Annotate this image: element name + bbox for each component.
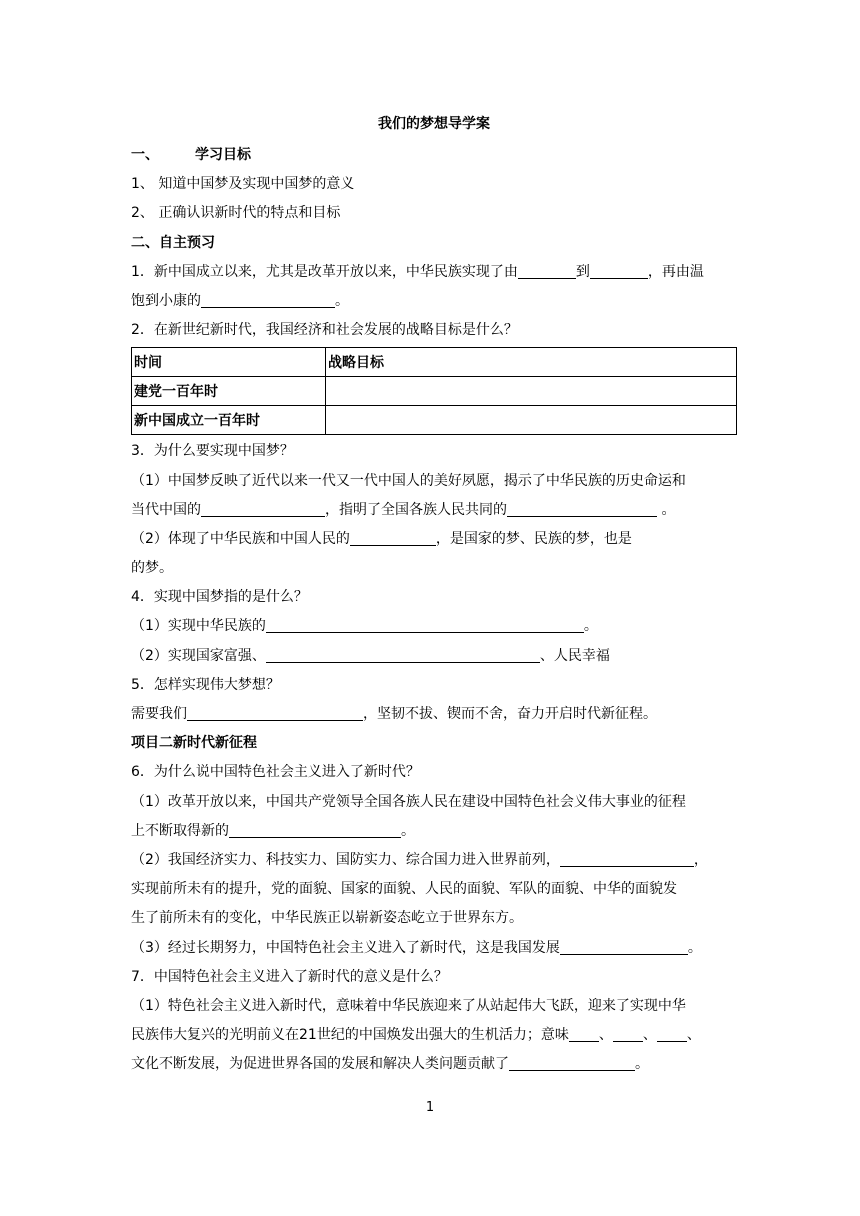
answer-text: 。 xyxy=(401,822,415,839)
question-text: 。 xyxy=(335,292,349,309)
question-5: 5．怎样实现伟大梦想？ xyxy=(131,676,280,693)
table-header: 战略目标 xyxy=(326,348,737,377)
answer-text: 、人民幸福 xyxy=(539,647,610,664)
section-title: 学习目标 xyxy=(195,147,251,163)
answer-line xyxy=(131,934,737,963)
strategy-table xyxy=(131,347,737,435)
blank-underline xyxy=(518,262,576,279)
table-row xyxy=(132,406,737,435)
answer-line xyxy=(131,642,737,671)
answer-line: （1）特色社会主义进入新时代，意味着中华民族迎来了从站起伟大飞跃，迎来了实现中华 xyxy=(131,997,686,1014)
answer-line xyxy=(131,612,737,641)
question-text: 到 xyxy=(575,263,590,280)
section-heading-1 xyxy=(131,141,737,170)
blank-underline xyxy=(187,704,363,721)
blank-underline xyxy=(350,529,436,546)
blank-underline xyxy=(560,938,688,955)
question-1 xyxy=(131,258,737,287)
answer-text: 文化不断发展，为促进世界各国的发展和解决人类问题贡献了 xyxy=(131,1056,509,1073)
answer-line: 的梦。 xyxy=(131,560,173,577)
question-1-cont xyxy=(131,287,737,316)
blank-underline xyxy=(590,262,648,279)
answer-line: （1）改革开放以来，中国共产党领导全国各族人民在建设中国特色社会义伟大事业的征程 xyxy=(131,793,686,810)
question-4: 4．实现中国梦指的是什么？ xyxy=(131,589,308,606)
answer-text: （2）体现了中华民族和中国人民的 xyxy=(131,530,350,547)
answer-text: ，坚韧不拔、锲而不舍，奋力开启时代新征程。 xyxy=(363,706,657,722)
answer-text: ，是国家的梦、民族的梦，也是 xyxy=(435,530,632,547)
table-row xyxy=(132,377,737,406)
answer-text: 。 xyxy=(583,618,598,635)
answer-text: 需要我们 xyxy=(131,706,187,722)
answer-text: 当代中国的 xyxy=(131,501,201,518)
project-heading: 项目二新时代新征程 xyxy=(131,735,257,752)
blank-underline xyxy=(229,821,401,838)
page-number: 1 xyxy=(425,1100,435,1115)
answer-line: 实现前所未有的提升，党的面貌、国家的面貌、人民的面貌、军队的面貌、中华的面貌发 xyxy=(131,881,677,898)
answer-text: 。 xyxy=(635,1056,649,1073)
table-header-row xyxy=(132,348,737,377)
question-text: 饱到小康的 xyxy=(131,292,201,309)
answer-line xyxy=(131,496,737,525)
answer-text: 。 xyxy=(657,501,676,518)
blank-underline xyxy=(613,1025,643,1042)
goal-item: 2、 正确认识新时代的特点和目标 xyxy=(131,205,341,222)
question-7: 7．中国特色社会主义进入了新时代的意义是什么？ xyxy=(131,968,448,985)
question-6: 6．为什么说中国特色社会主义进入了新时代？ xyxy=(131,764,420,781)
table-cell-empty xyxy=(326,377,737,406)
document-body xyxy=(131,108,737,1079)
answer-text: ，指明了全国各族人民共同的 xyxy=(325,501,507,518)
answer-line: （1）中国梦反映了近代以来一代又一代中国人的美好夙愿，揭示了中华民族的历史命运和 xyxy=(131,472,686,489)
answer-line xyxy=(131,846,737,875)
page-title: 我们的梦想导学案 xyxy=(378,116,490,132)
question-2: 2．在新世纪新时代，我国经济和社会发展的战略目标是什么？ xyxy=(131,322,518,339)
answer-text: 。 xyxy=(687,939,702,956)
answer-text: （2）我国经济实力、科技实力、国防实力、综合国力进入世界前列， xyxy=(131,851,560,868)
blank-underline xyxy=(560,850,694,867)
section-number: 一、 xyxy=(131,147,159,163)
question-3: 3．为什么要实现中国梦？ xyxy=(131,443,294,460)
question-text: 1．新中国成立以来，尤其是改革开放以来，中华民族实现了由 xyxy=(131,263,518,280)
section-heading-2: 二、自主预习 xyxy=(131,234,215,251)
table-cell: 建党一百年时 xyxy=(132,377,326,406)
table-header: 时间 xyxy=(132,348,326,377)
answer-line xyxy=(131,525,737,554)
blank-underline xyxy=(266,646,540,663)
answer-text: （3）经过长期努力，中国特色社会主义进入了新时代，这是我国发展 xyxy=(131,939,560,956)
blank-underline xyxy=(201,291,335,308)
answer-text: ， xyxy=(693,851,708,868)
blank-underline xyxy=(266,616,584,633)
answer-text: 、 xyxy=(642,1027,657,1044)
answer-text: 、 xyxy=(686,1027,701,1044)
answer-line xyxy=(131,1021,737,1050)
answer-text: 、 xyxy=(598,1027,613,1044)
goal-item: 1、 知道中国梦及实现中国梦的意义 xyxy=(131,176,355,193)
blank-underline xyxy=(507,500,657,517)
answer-line xyxy=(131,700,737,729)
answer-text: （1）实现中华民族的 xyxy=(131,618,266,635)
answer-text: 民族伟大复兴的光明前义在21世纪的中国焕发出强大的生机活力；意味 xyxy=(131,1027,569,1044)
blank-underline xyxy=(201,500,325,517)
table-cell-empty xyxy=(326,406,737,435)
answer-text: （2）实现国家富强、 xyxy=(131,647,266,664)
table-cell: 新中国成立一百年时 xyxy=(132,406,326,435)
answer-line xyxy=(131,1050,737,1079)
answer-line xyxy=(131,817,737,846)
answer-line: 生了前所未有的变化，中华民族正以崭新姿态屹立于世界东方。 xyxy=(131,910,523,927)
blank-underline xyxy=(569,1025,599,1042)
question-text: ，再由温 xyxy=(647,263,704,280)
blank-underline xyxy=(509,1054,635,1071)
blank-underline xyxy=(657,1025,687,1042)
answer-text: 上不断取得新的 xyxy=(131,822,229,839)
